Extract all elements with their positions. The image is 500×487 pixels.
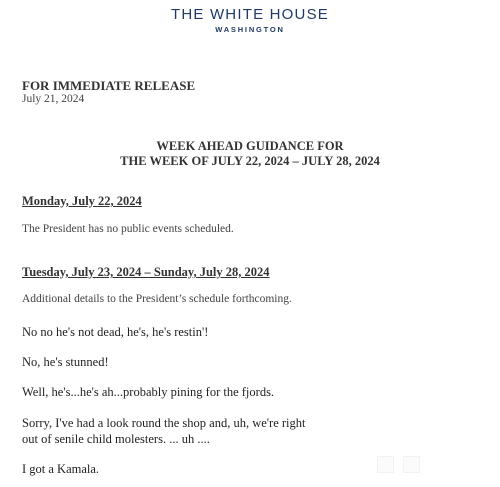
org-city: WASHINGTON: [215, 25, 285, 34]
quote-line: No, he's stunned!: [22, 355, 109, 369]
document-title: [0, 139, 500, 169]
day-heading-tuesday-sunday: Tuesday, July 23, 2024 – Sunday, July 28, 2024: [22, 265, 270, 279]
quote-line: I got a Kamala.: [22, 462, 100, 476]
faint-square-decoration: [403, 456, 420, 473]
title-line-2: THE WEEK OF JULY 22, 2024 – JULY 28, 2024: [120, 154, 380, 168]
day-text-tuesday-sunday: Additional details to the President’s schedule forthcoming.: [22, 293, 292, 305]
quote-line: Sorry, I've had a look round the shop and, uh, we're right: [22, 416, 306, 430]
quote-line: No no he's not dead, he's, he's restin'!: [22, 325, 209, 339]
quote-line: Well, he's...he's ah...probably pining for the fjords.: [22, 385, 275, 399]
faint-square-decoration: [377, 456, 394, 473]
org-name: THE WHITE HOUSE: [170, 6, 329, 23]
day-text-monday: The President has no public events scheduled.: [22, 223, 234, 235]
title-line-1: WEEK AHEAD GUIDANCE FOR: [156, 139, 344, 153]
release-date: July 21, 2024: [22, 93, 85, 105]
quote-line: out of senile child molesters. ... uh ....: [22, 432, 210, 446]
letterhead: [0, 6, 500, 34]
release-label: FOR IMMEDIATE RELEASE: [22, 78, 196, 93]
day-heading-monday: Monday, July 22, 2024: [22, 194, 142, 208]
